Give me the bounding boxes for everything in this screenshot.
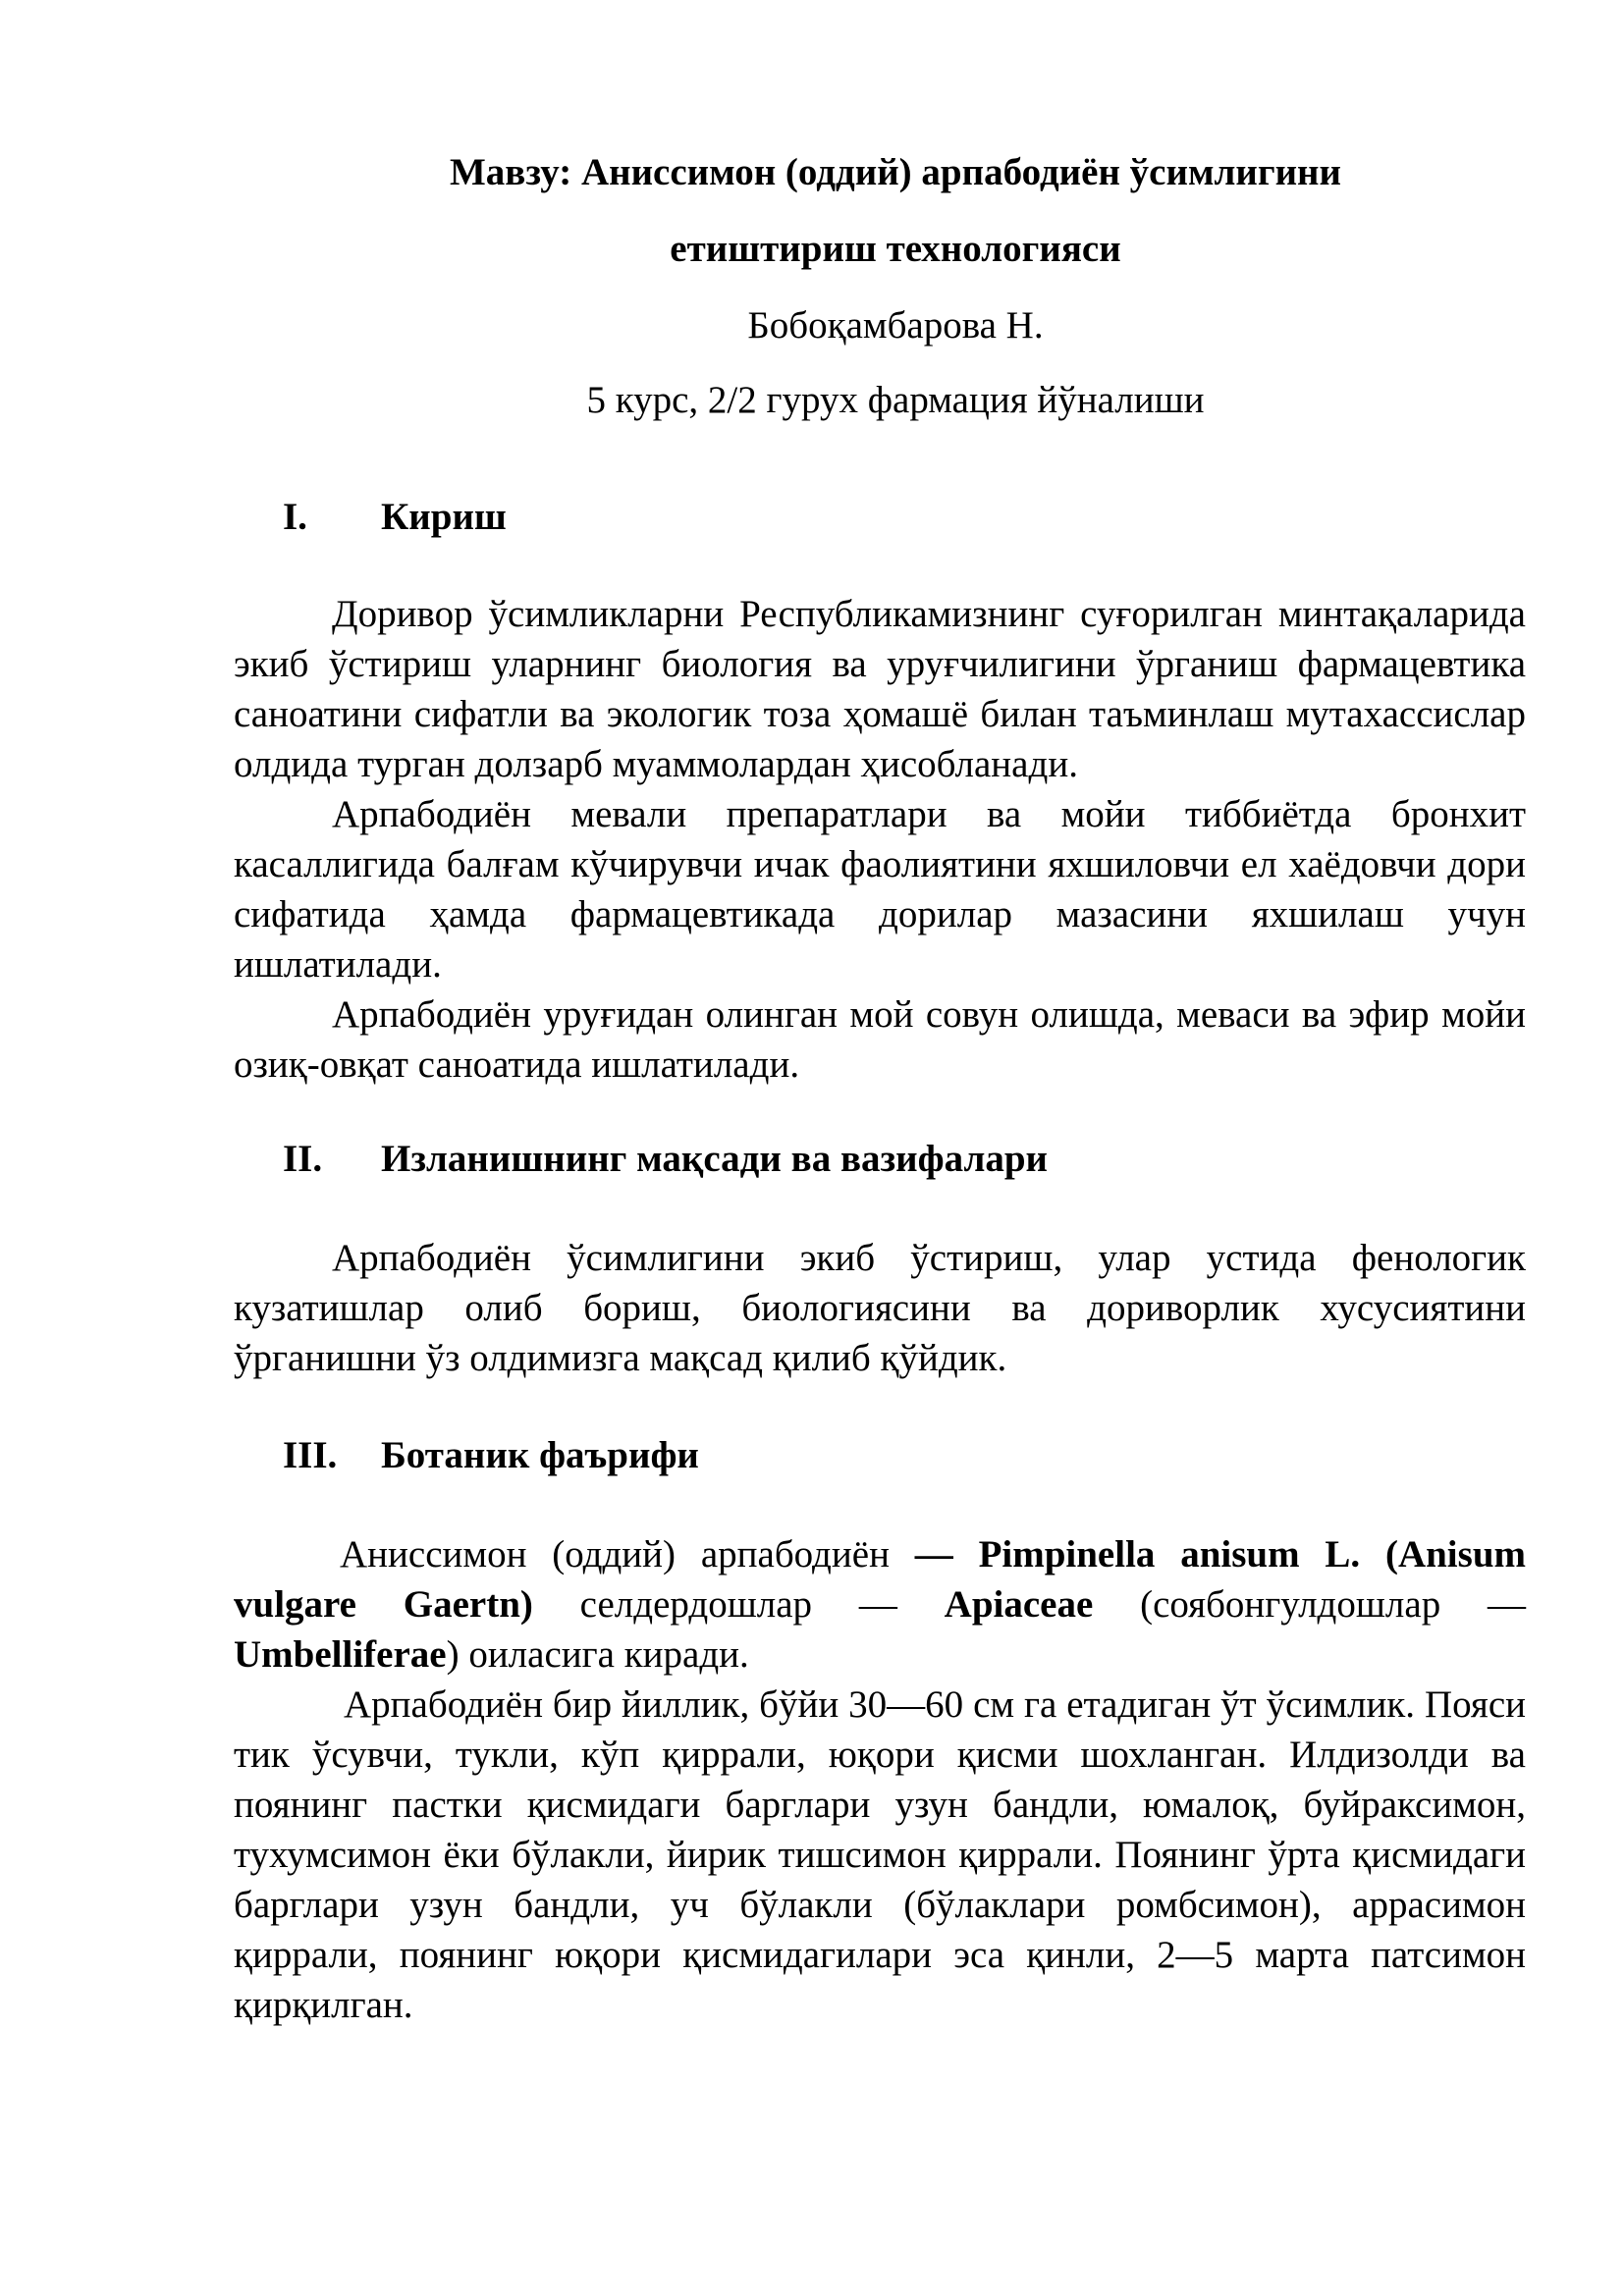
text-span: селдердошлар — <box>532 1583 945 1626</box>
paragraph: Арпабодиён ўсимлигини экиб ўстириш, улар устида фенологик кузатишлар олиб бориш, биологиясини ва дориворлик хусусиятини ўрганишни ўз олдимизга мақсад қилиб қўйдик. <box>234 1237 1526 1379</box>
title-line-2: етиштириш технологияси <box>670 228 1121 270</box>
course-info: 5 курс, 2/2 гурух фармация йўналиши <box>586 379 1205 421</box>
section-title: Изланишнинг мақсади ва вазифалари <box>381 1138 1049 1180</box>
section-heading-botanical <box>234 1430 1526 1480</box>
paragraph: Арпабодиён уруғидан олинган мой совун олишда, меваси ва эфир мойи озиқ-овқат саноатида ишлатилади. <box>234 993 1526 1086</box>
paragraph-description: Арпабодиён бир йиллик, бўйи 30—60 см га етадиган ўт ўсимлик. Пояси тик ўсувчи, тукли, кўп қиррали, юқори қисми шохланган. Илдизолди ва поянинг пастки қисмидаги барглари узун бандли, юмалоқ, буйраксимон, тухумсимон ёки бўлакли, йирик тишсимон қиррали. Поянинг ўрта қисмидаги барглари узун бандли, уч бўлакли (бўлаклари ромбсимон), аррасимон қиррали, поянинг юқори қисмидагилари эса қинли, 2—5 марта патсимон қирқилган. <box>234 1683 1526 2026</box>
text-span: Аниссимон (оддий) арпабодиён <box>340 1533 890 1575</box>
family-latin-name: Apiaceae <box>944 1583 1094 1626</box>
title-line-1: Мавзу: Аниссимон (оддий) арпабодиён ўсимлигини <box>450 151 1341 193</box>
paragraph: Доривор ўсимликларни Республикамизнинг суғорилган минтақаларида экиб ўстириш уларнинг биология ва уруғчилигини ўрганиш фармацевтика саноатини сифатли ва экологик тоза ҳомашё билан таъминлаш мутахассислар олдида турган долзарб муаммолардан ҳисобланади. <box>234 593 1526 785</box>
section-title: Кириш <box>381 496 507 538</box>
section-heading-introduction <box>234 492 1526 542</box>
section-number: II. <box>283 1138 323 1180</box>
paragraph: Арпабодиён мевали препаратлари ва мойи тиббиётда бронхит касаллигида балғам кўчирувчи ичак фаолиятини яхшиловчи ел хаёдовчи дори сифатида ҳамда фармацевтикада дорилар мазасини яхшилаш учун ишлатилади. <box>234 793 1526 986</box>
text-span: (соябонгулдошлар — <box>1093 1583 1526 1626</box>
section-number: I. <box>283 496 307 538</box>
section-title: Ботаник фаърифи <box>381 1434 699 1476</box>
author: Бобоқамбарова Н. <box>747 304 1044 347</box>
latin-name: — Pimpinella anisum L. (Anisum vulgare Gaertn) <box>234 1533 1526 1626</box>
text-span: ) оиласига киради. <box>446 1633 749 1676</box>
section-heading-goals <box>234 1134 1526 1184</box>
section-number: III. <box>283 1434 338 1476</box>
paragraph-classification <box>234 1529 1526 1680</box>
family-alt-latin-name: Umbelliferae <box>234 1633 447 1676</box>
